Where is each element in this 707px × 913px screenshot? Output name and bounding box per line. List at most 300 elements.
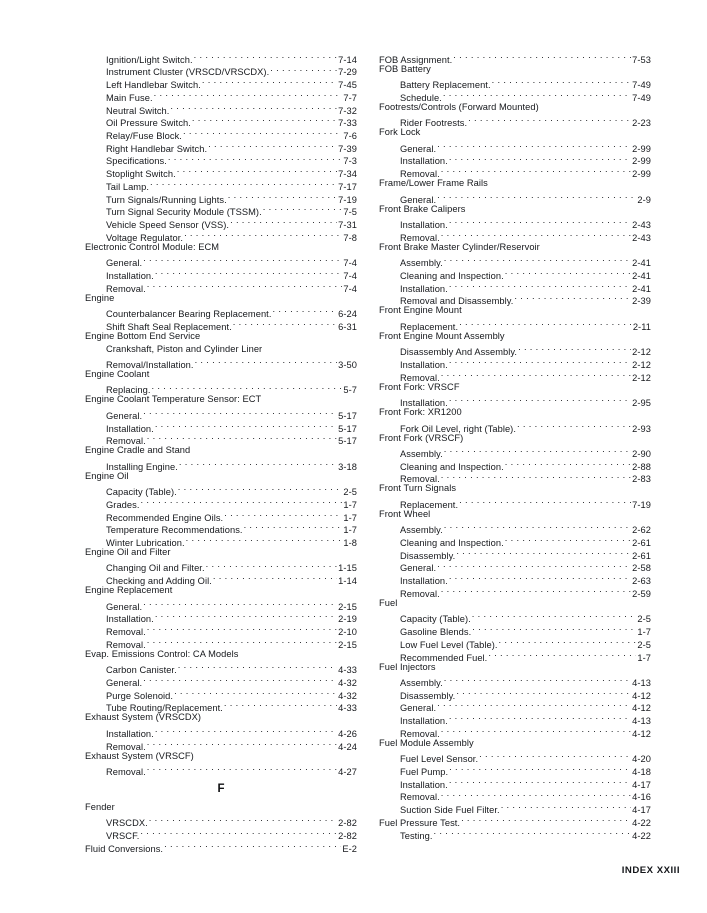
leader-dots (168, 152, 343, 165)
index-entry-label: Electronic Control Module: ECM (85, 241, 220, 252)
index-entry-page: E-2 (342, 843, 357, 854)
index-entry[interactable] (379, 254, 651, 267)
index-entry[interactable] (379, 190, 651, 203)
index-entry[interactable] (379, 406, 651, 419)
index-entry-label: Removal. (106, 741, 146, 752)
index-entry-page: 2-39 (632, 296, 651, 307)
index-entry-label: Cleaning and Inspection. (400, 461, 504, 472)
index-entry[interactable] (379, 304, 651, 317)
index-entry[interactable] (379, 50, 651, 63)
index-entry-label: Carbon Canister. (106, 665, 177, 676)
index-entry-page: 1-7 (343, 512, 357, 523)
index-entry-label: Installation. (106, 728, 154, 739)
leader-dots (441, 724, 631, 737)
index-entry[interactable] (379, 63, 651, 76)
index-entry-page: 4-12 (632, 728, 651, 739)
index-entry-page: 2-61 (632, 538, 651, 549)
index-entry-page: 4-18 (632, 766, 651, 777)
leader-dots (449, 152, 631, 165)
index-entry-label: Removal. (400, 728, 440, 739)
index-entry-page: 4-24 (338, 741, 357, 752)
index-entry-label: Engine Coolant (85, 368, 150, 379)
index-entry[interactable] (85, 393, 357, 406)
index-entry-label: Battery Replacement. (400, 80, 491, 91)
index-entry-label: General. (106, 601, 143, 612)
leader-dots (147, 432, 337, 445)
index-entry-label: Front Fork (VRSCF) (379, 432, 464, 443)
leader-dots (195, 355, 338, 368)
leader-dots (263, 203, 343, 216)
leader-dots (206, 559, 338, 572)
index-entry-label: Installation. (106, 270, 154, 281)
index-entry[interactable] (379, 432, 651, 445)
index-entry-page: 2-99 (632, 156, 651, 167)
leader-dots (459, 317, 632, 330)
index-entry-label: Installation. (400, 283, 448, 294)
index-entry[interactable] (85, 750, 357, 763)
index-entry-page: 2-82 (338, 818, 357, 829)
leader-dots (449, 762, 631, 775)
index-entry-page: 7-31 (338, 220, 357, 231)
index-entry-label: Removal. (400, 169, 440, 180)
index-entry-label: Disassembly. (400, 550, 456, 561)
index-entry[interactable] (379, 203, 651, 216)
index-entry-label: Vehicle Speed Sensor (VSS). (106, 220, 230, 231)
index-entry[interactable] (379, 444, 651, 457)
index-entry-label: Removal/Installation. (106, 359, 194, 370)
index-entry[interactable] (379, 330, 651, 343)
index-entry-page: 7-14 (338, 54, 357, 65)
leader-dots (147, 622, 337, 635)
index-entry-label: FOB Assignment. (379, 54, 453, 65)
index-entry-label: Crankshaft, Piston and Cylinder Liner (106, 343, 263, 354)
index-entry[interactable] (379, 381, 651, 394)
index-entry-page: 5-17 (338, 436, 357, 447)
index-entry-label: Testing. (400, 830, 433, 841)
index-entry-page: 7-49 (632, 92, 651, 103)
index-entry-label: Removal. (400, 232, 440, 243)
index-entry-label: Assembly. (400, 677, 443, 688)
index-entry-label: Fuel Pressure Test. (379, 817, 461, 828)
leader-dots (449, 215, 631, 228)
leader-dots (179, 457, 337, 470)
index-entry-label: FOB Battery (379, 63, 431, 74)
index-entry-page: 7-32 (338, 105, 357, 116)
leader-dots (150, 177, 337, 190)
index-entry-label: Fender (85, 801, 115, 812)
index-entry-label: Shift Shaft Seal Replacement. (106, 321, 232, 332)
leader-dots (270, 63, 337, 76)
index-entry-page: 2-62 (632, 525, 651, 536)
index-entry-label: Rider Footrests. (400, 118, 468, 129)
leader-dots (213, 571, 337, 584)
leader-dots (501, 800, 631, 813)
index-entry-label: Voltage Regulator. (106, 232, 184, 243)
index-column-right (379, 50, 651, 839)
leader-dots (437, 139, 631, 152)
index-entry-label: Removal and Disassembly. (400, 296, 514, 307)
leader-dots (141, 495, 343, 508)
index-entry-page: 4-32 (338, 677, 357, 688)
index-entry-page: 1-7 (637, 627, 651, 638)
index-entry-page: 7-6 (343, 131, 357, 142)
index-entry-page: 2-11 (632, 321, 651, 332)
leader-dots (472, 610, 637, 623)
leader-dots (140, 826, 337, 839)
index-entry-label: Low Fuel Level (Table). (400, 639, 498, 650)
index-entry-page: 4-33 (338, 665, 357, 676)
index-entry-label: General. (106, 677, 143, 688)
index-entry-page: 7-49 (632, 80, 651, 91)
index-entry[interactable] (85, 546, 357, 559)
index-entry-page: 6-24 (338, 309, 357, 320)
index-entry-label: Turn Signals/Running Lights. (106, 194, 227, 205)
index-entry[interactable] (85, 254, 357, 267)
index-entry-page: 2-95 (632, 398, 651, 409)
index-entry-page: 7-33 (338, 118, 357, 129)
index-entry[interactable] (85, 368, 357, 381)
index-entry-label: Front Fork: XR1200 (379, 407, 462, 418)
index-entry-page: 2-90 (632, 449, 651, 459)
index-entry-page: 2-5 (637, 639, 651, 650)
index-entry[interactable] (379, 482, 651, 495)
index-entry-page: 4-13 (632, 677, 651, 688)
index-entry[interactable] (379, 521, 651, 534)
index-entry[interactable] (85, 292, 357, 305)
index-entry[interactable] (379, 139, 651, 152)
leader-dots (272, 304, 337, 317)
index-entry-label: Replacement. (400, 499, 459, 510)
leader-dots (178, 661, 337, 674)
leader-dots (155, 610, 337, 623)
leader-dots (183, 126, 342, 139)
index-entry[interactable] (379, 597, 651, 610)
index-entry-label: Engine Oil and Filter (85, 547, 171, 558)
index-entry[interactable] (85, 648, 357, 661)
leader-dots (437, 190, 636, 203)
index-entry-label: Assembly. (400, 258, 443, 269)
index-entry-label: Fuel Module Assembly (379, 737, 474, 748)
index-entry-page: 2-93 (632, 423, 651, 434)
index-entry[interactable] (85, 50, 357, 63)
index-entry-page: 4-22 (632, 817, 651, 828)
leader-dots (174, 686, 337, 699)
index-entry[interactable] (379, 241, 651, 254)
leader-dots (444, 521, 631, 534)
index-entry-page: 2-43 (632, 232, 651, 243)
leader-dots (202, 75, 337, 88)
index-entry-label: Disassembly. (400, 690, 456, 701)
index-entry[interactable] (379, 343, 651, 356)
index-entry-page: 4-13 (632, 716, 651, 727)
index-entry-page: 4-27 (338, 766, 357, 777)
index-entry-page: 7-29 (338, 67, 357, 78)
index-entry-label: Engine Bottom End Service (85, 330, 201, 341)
index-entry[interactable] (379, 177, 651, 190)
section-letter: F (217, 782, 225, 795)
leader-dots (444, 254, 631, 267)
index-entry[interactable] (85, 457, 357, 470)
index-entry-label: Cleaning and Inspection. (400, 270, 504, 281)
index-entry-page: 1-7 (343, 499, 357, 510)
leader-dots (177, 164, 337, 177)
leader-dots (244, 521, 343, 534)
index-entry[interactable] (379, 101, 651, 114)
index-entry-page: 2-58 (632, 563, 651, 574)
index-entry-label: Counterbalancer Bearing Replacement. (106, 309, 272, 320)
index-entry[interactable] (379, 661, 651, 674)
index-entry-label: Fork Oil Level, right (Table). (400, 423, 516, 434)
index-entry-page: 4-33 (338, 703, 357, 714)
index-entry-label: Installation. (106, 614, 154, 625)
index-entry-page: 2-9 (637, 194, 651, 205)
leader-dots (155, 266, 343, 279)
index-entry[interactable] (379, 495, 651, 508)
index-entry-label: Front Engine Mount (379, 305, 462, 316)
index-entry-label: Installation. (400, 156, 448, 167)
index-entry[interactable] (379, 393, 651, 409)
leader-dots (517, 419, 631, 432)
leader-dots (152, 381, 343, 394)
leader-dots (147, 737, 337, 750)
leader-dots (441, 470, 631, 483)
index-entry-label: Schedule. (400, 92, 442, 103)
leader-dots (453, 50, 631, 63)
leader-dots (505, 533, 631, 546)
leader-dots (164, 839, 341, 852)
leader-dots (170, 101, 337, 114)
leader-dots (472, 622, 636, 635)
index-entry-label: Front Wheel (379, 508, 431, 519)
leader-dots (437, 559, 631, 572)
index-entry[interactable] (379, 750, 651, 763)
index-entry-page: 5-17 (338, 410, 357, 421)
index-entry-page: 2-41 (632, 258, 651, 269)
index-entry-label: Recommended Fuel. (400, 652, 488, 663)
leader-dots (441, 164, 631, 177)
index-entry-page: 7-4 (343, 283, 357, 294)
leader-dots (441, 228, 631, 241)
index-entry[interactable] (379, 508, 651, 521)
index-entry-page: 2-15 (338, 639, 357, 650)
index-entry-label: Replacement. (400, 321, 459, 332)
leader-dots (456, 546, 631, 559)
index-entry-page: 4-20 (632, 754, 651, 765)
index-entry[interactable] (85, 355, 357, 368)
index-entry-label: Relay/Fuse Block. (106, 131, 182, 142)
leader-dots (230, 215, 337, 228)
index-entry-page: 2-99 (632, 169, 651, 180)
index-entry-page: 5-17 (338, 423, 357, 434)
index-entry-page: 1-7 (637, 652, 651, 663)
index-entry-label: Installation. (400, 716, 448, 727)
index-entry[interactable] (85, 801, 357, 814)
index-entry[interactable] (379, 114, 651, 127)
index-entry[interactable] (85, 304, 357, 320)
index-entry-label: Exhaust System (VRSCDX) (85, 712, 202, 723)
index-entry-label: Capacity (Table). (400, 614, 471, 625)
index-entry-label: Engine Replacement (85, 585, 173, 596)
leader-dots (434, 826, 632, 839)
leader-dots (147, 279, 343, 292)
index-entry-label: Engine Cradle and Stand (85, 445, 191, 456)
index-entry-page: 2-10 (338, 627, 357, 638)
index-entry-page: 2-19 (338, 614, 357, 625)
index-entry-label: Main Fuse. (106, 92, 153, 103)
index-entry-label: Removal. (106, 283, 146, 294)
index-entry-label: Exhaust System (VRSCF) (85, 750, 194, 761)
leader-dots (184, 228, 342, 241)
index-entry[interactable] (85, 584, 357, 597)
index-entry[interactable] (85, 330, 357, 343)
leader-dots (437, 699, 631, 712)
index-entry-label: Purge Solenoid. (106, 690, 174, 701)
index-entry-page: 2-59 (632, 588, 651, 599)
index-entry-page: 2-15 (338, 601, 357, 612)
index-entry-page: 2-88 (632, 461, 651, 472)
index-entry-label: Tail Lamp. (106, 181, 149, 192)
leader-dots (194, 50, 338, 63)
index-entry[interactable] (379, 737, 651, 750)
index-entry[interactable] (85, 444, 357, 457)
index-entry-label: Grades. (106, 499, 140, 510)
leader-dots (178, 482, 343, 495)
leader-dots (505, 266, 631, 279)
index-entry-label: Removal. (400, 474, 440, 485)
index-entry[interactable] (85, 343, 357, 356)
index-entry-page: 7-39 (338, 143, 357, 154)
index-entry-page: 1-15 (338, 563, 357, 574)
index-entry-page: 4-22 (632, 830, 651, 841)
index-entry[interactable] (379, 673, 651, 686)
leader-dots (155, 419, 337, 432)
index-entry-page: 5-7 (343, 385, 357, 396)
index-entry-label: Engine Oil (85, 470, 129, 481)
index-entry-label: Installation. (400, 359, 448, 370)
index-entry-page: 4-17 (632, 779, 651, 790)
index-entry-label: Installation. (400, 576, 448, 587)
index-entry-label: Removal. (106, 766, 146, 777)
index-columns (0, 50, 707, 852)
index-entry-label: Front Engine Mount Assembly (379, 330, 505, 341)
index-entry-label: Left Handlebar Switch. (106, 80, 201, 91)
index-entry-page: 4-16 (632, 792, 651, 803)
index-entry-label: Fuel Injectors (379, 661, 436, 672)
leader-dots (443, 88, 631, 101)
index-entry[interactable] (85, 813, 357, 829)
leader-dots (449, 711, 631, 724)
index-entry[interactable] (85, 559, 357, 572)
index-entry[interactable] (379, 126, 651, 139)
index-entry-page: 4-17 (632, 805, 651, 816)
index-entry-label: Installing Engine. (106, 461, 178, 472)
index-entry[interactable] (379, 610, 651, 623)
leader-dots (479, 750, 631, 763)
leader-dots (143, 597, 337, 610)
page-footer: INDEX XXIII (621, 865, 680, 876)
index-entry-page: 2-12 (632, 347, 651, 358)
index-entry-label: General. (400, 194, 437, 205)
index-entry[interactable] (379, 215, 651, 231)
index-entry-label: Temperature Recommendations. (106, 525, 243, 536)
index-entry-label: Disassembly And Assembly. (400, 347, 518, 358)
leader-dots (228, 190, 337, 203)
index-entry-label: Installation. (400, 220, 448, 231)
index-entry-page: 2-82 (338, 830, 357, 841)
index-entry-label: Removal. (400, 372, 440, 383)
index-entry-label: VRSCF. (106, 830, 140, 841)
index-entry-label: Cleaning and Inspection. (400, 538, 504, 549)
index-entry[interactable] (85, 482, 357, 498)
index-entry[interactable] (85, 597, 357, 610)
index-entry-label: Fluid Conversions. (85, 843, 164, 854)
leader-dots (449, 279, 631, 292)
index-entry-page: 1-7 (343, 525, 357, 536)
index-entry-label: Removal. (106, 436, 146, 447)
index-entry-page: 7-53 (632, 54, 651, 65)
index-entry-page: 7-3 (343, 156, 357, 167)
index-entry-label: Winter Lubrication. (106, 538, 185, 549)
leader-dots (143, 254, 342, 267)
index-entry-label: VRSCDX. (106, 818, 148, 829)
index-entry-label: Suction Side Fuel Filter. (400, 805, 500, 816)
index-entry[interactable] (85, 724, 357, 737)
index-entry-page: 2-12 (632, 359, 651, 370)
index-entry-label: Frame/Lower Frame Rails (379, 178, 488, 189)
index-entry-label: Removal. (400, 588, 440, 599)
index-entry-label: Engine (85, 292, 115, 303)
index-entry-page: 7-8 (343, 232, 357, 243)
index-entry-label: Fuel Level Sensor. (400, 754, 479, 765)
index-entry-page: 2-61 (632, 550, 651, 561)
index-entry[interactable] (379, 419, 651, 432)
index-entry[interactable] (85, 406, 357, 419)
index-entry[interactable] (85, 711, 357, 724)
index-entry[interactable] (379, 75, 651, 91)
index-entry-page: 2-41 (632, 283, 651, 294)
index-entry[interactable] (85, 241, 357, 254)
index-entry-label: General. (400, 143, 437, 154)
index-entry-label: Gasoline Blends. (400, 627, 472, 638)
index-entry-label: General. (106, 258, 143, 269)
index-entry-page: 2-5 (637, 614, 651, 625)
leader-dots (444, 673, 631, 686)
leader-dots (468, 114, 631, 127)
index-entry-label: Front Brake Master Cylinder/Reservoir (379, 241, 540, 252)
index-entry-page: 1-8 (343, 538, 357, 549)
index-entry-label: Fuel (379, 597, 398, 608)
index-entry-page: 2-41 (632, 270, 651, 281)
leader-dots (147, 762, 337, 775)
index-entry-page: 7-17 (338, 181, 357, 192)
index-entry-label: Front Brake Calipers (379, 203, 466, 214)
leader-dots (147, 635, 337, 648)
index-entry-label: Neutral Switch. (106, 105, 170, 116)
index-entry-page: 7-5 (343, 207, 357, 218)
index-entry-page: 6-31 (338, 321, 357, 332)
index-entry-page: 7-34 (338, 169, 357, 180)
index-entry[interactable] (379, 317, 651, 330)
index-entry[interactable] (85, 661, 357, 674)
index-entry-label: Installation. (106, 423, 154, 434)
index-entry[interactable] (85, 470, 357, 483)
index-entry[interactable] (85, 381, 357, 394)
leader-dots (514, 292, 631, 305)
index-entry-label: Oil Pressure Switch. (106, 118, 191, 129)
index-entry-label: General. (106, 410, 143, 421)
index-entry[interactable] (85, 762, 357, 775)
index-entry-page: 2-99 (632, 143, 651, 154)
